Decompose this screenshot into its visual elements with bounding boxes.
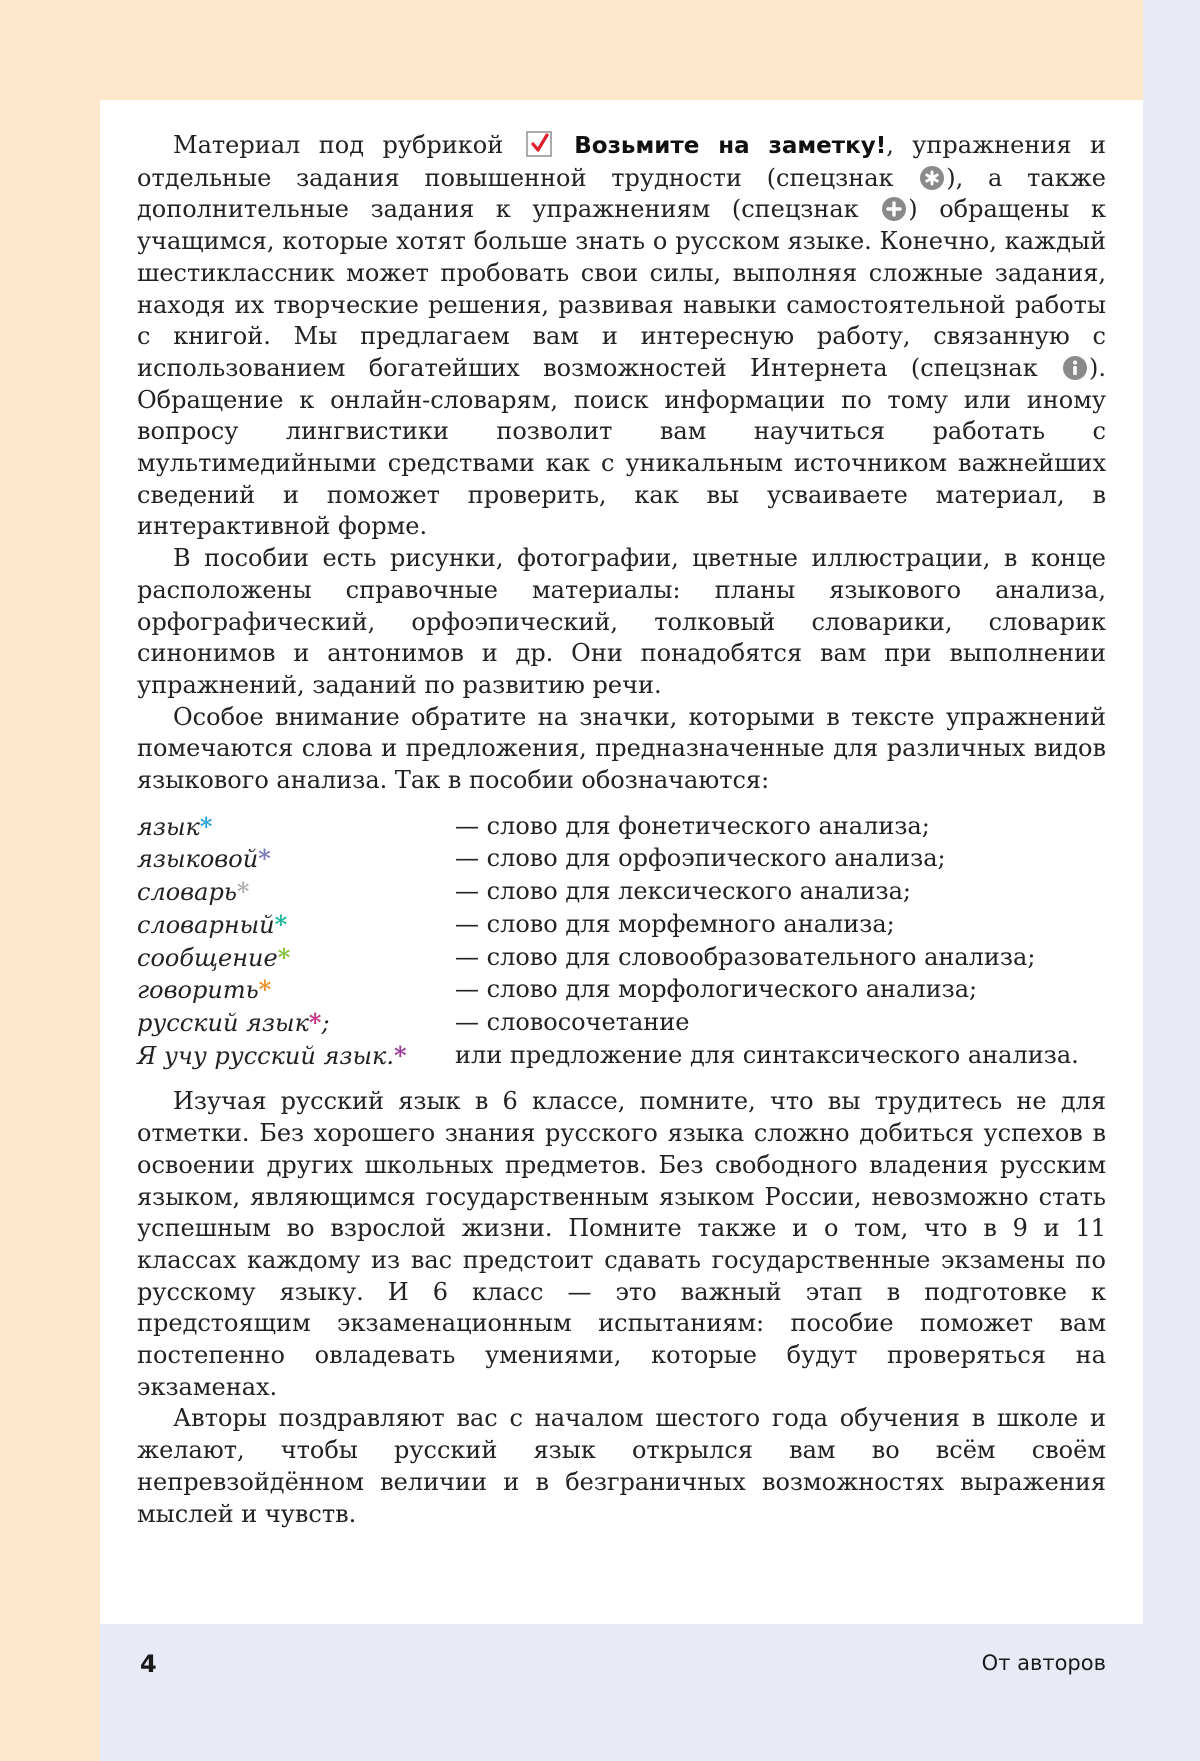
star-mark: * bbox=[236, 877, 250, 907]
legend-item: Я учу русский язык.* или предложение для синтаксического анализа. bbox=[137, 1040, 1079, 1070]
info-circle-icon bbox=[1063, 356, 1087, 380]
study-paragraph: Изучая русский язык в 6 классе, помните, что вы трудитесь не для отметки. Без хорошего знания русского языка сложно добиться успехов в освоении других школьных предметов. Без свободного владения русским языком, являющимся государственным языком России, невозможно стать успешным во взрослой жизни. Помните также и о том, что в 9 и 11 классах каждому из вас предстоит сдавать государственные экзамены по русскому языку. И 6 класс — это важный этап в подготовке к предстоящим экзаменационным испытаниям: пособие поможет вам постепенно овладевать умениями, которые будут проверяться на экзаменах. bbox=[137, 1087, 1106, 1401]
top-color-band bbox=[0, 0, 1143, 100]
legend-item: словарный* — слово для морфемного анализа; bbox=[137, 909, 895, 939]
analysis-legend bbox=[137, 811, 1106, 1073]
star-mark: * bbox=[274, 909, 288, 939]
rubric-title: Возьмите на заметку! bbox=[574, 133, 887, 159]
legend-item: языковой* — слово для орфоэпического анализа; bbox=[137, 844, 946, 874]
left-color-band bbox=[0, 0, 100, 1761]
star-mark: * bbox=[258, 844, 271, 874]
legend-item: говорить* — слово для морфологического анализа; bbox=[137, 975, 978, 1005]
star-mark: * bbox=[393, 1040, 407, 1070]
section-title: От авторов bbox=[981, 1651, 1106, 1675]
legend-item: словарь* — слово для лексического анализа; bbox=[137, 877, 911, 907]
legend-item: язык* — слово для фонетического анализа; bbox=[137, 811, 930, 841]
star-mark: * bbox=[277, 942, 291, 972]
page bbox=[100, 100, 1143, 1624]
star-mark: * bbox=[258, 975, 272, 1005]
plus-circle-icon bbox=[882, 197, 906, 221]
materials-paragraph: В пособии есть рисунки, фотографии, цветные иллюстрации, в конце расположены справочные материалы: планы языкового анализа, орфографический, орфоэпический, толковый словарики, словарик синонимов и антонимов и др. Они понадобятся вам при выполнении упражнений, заданий по развитию речи. bbox=[137, 544, 1106, 699]
asterisk-circle-icon bbox=[920, 166, 944, 190]
star-mark: * bbox=[199, 811, 213, 841]
page-footer bbox=[100, 1624, 1143, 1761]
checkmark-icon bbox=[526, 131, 552, 157]
congrats-paragraph: Авторы поздравляют вас с началом шестого года обучения в школе и желают, чтобы русский язык открылся вам во всём своём непревзойдённом величии и в безграничных возможностях выражения мыслей и чувств. bbox=[137, 1404, 1106, 1528]
signs-paragraph: Особое внимание обратите на значки, которыми в тексте упражнений помечаются слова и предложения, предназначенные для различных видов языкового анализа. Так в пособии обозначаются: bbox=[137, 702, 1106, 795]
star-mark: * bbox=[308, 1007, 322, 1037]
legend-item: русский язык*; — словосочетание bbox=[137, 1007, 690, 1037]
page-content bbox=[137, 130, 1106, 1530]
intro-paragraph: Материал под рубрикой Возьмите на заметку!, упражнения и отдельные задания повышенной трудности (спецзнак ), а также дополнительные задания к упражнениям (спецзнак ) обращены к учащимся, которые хотят больше знать о русском языке. Конечно, каждый шестиклассник может пробовать свои силы, выполняя сложные задания, находя их творческие решения, развивая навыки самостоятельной работы с книгой. Мы предлагаем вам и интересную работу, связанную с использованием богатейших возможностей Интернета (спецзнак ). Обращение к онлайн-словарям, поиск информации по тому или иному вопросу лингвистики позволит вам научиться работать с мультимедийными средствами как с уникальным источником важнейших сведений и поможет проверить, как вы усваиваете материал, в интерактивной форме. bbox=[137, 131, 1106, 541]
page-number: 4 bbox=[140, 1650, 157, 1678]
legend-item: сообщение* — слово для словообразовательного анализа; bbox=[137, 942, 1036, 972]
